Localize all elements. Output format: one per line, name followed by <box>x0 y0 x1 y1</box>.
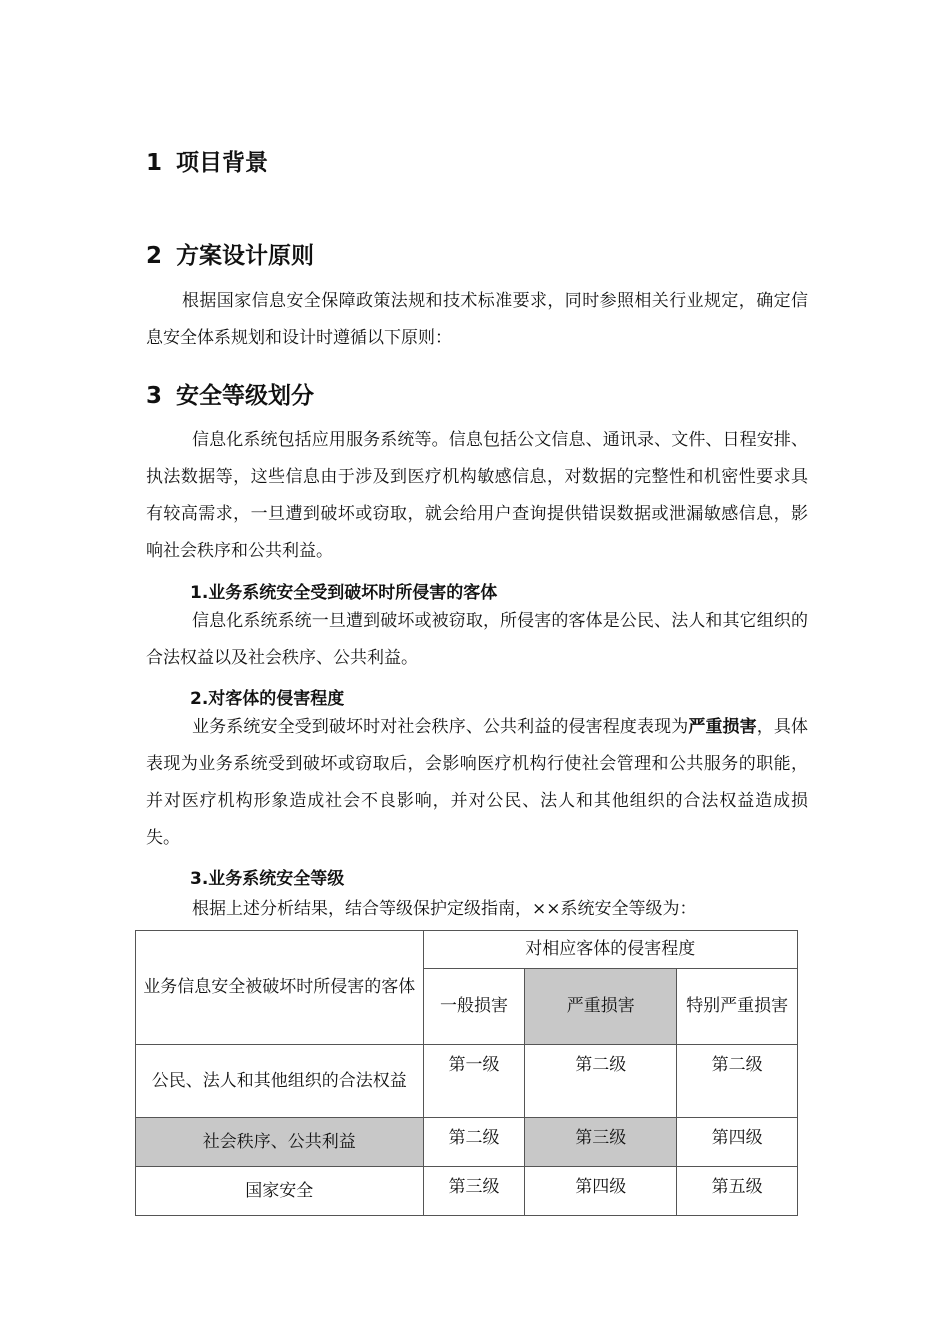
table-row <box>136 1167 798 1216</box>
degree-header-cell: 对相应客体的侵害程度 <box>423 931 797 969</box>
level-cell: 第二级 <box>525 1045 677 1118</box>
grading-table <box>135 930 798 1216</box>
level-cell: 第四级 <box>677 1118 798 1167</box>
level-cell: 第二级 <box>677 1045 798 1118</box>
sub3-paragraph: 根据上述分析结果，结合等级保护定级指南，××系统安全等级为： <box>192 899 697 919</box>
section-title: 方案设计原则 <box>176 243 314 269</box>
subheading-1: 1.业务系统安全受到破坏时所侵害的客体 <box>190 583 498 603</box>
section-title: 安全等级划分 <box>176 383 314 409</box>
table-header-row <box>136 931 798 969</box>
subheading-2: 2.对客体的侵害程度 <box>190 689 345 709</box>
object-cell: 公民、法人和其他组织的合法权益 <box>136 1045 424 1118</box>
section-heading-1 <box>146 144 268 177</box>
degree-cell: 特别严重损害 <box>677 969 798 1045</box>
degree-cell: 严重损害 <box>525 969 677 1045</box>
sub2-text-before: 业务系统安全受到破坏时对社会秩序、公共利益的侵害程度表现为 <box>192 717 689 737</box>
section-heading-3 <box>146 377 314 410</box>
level-cell: 第三级 <box>423 1167 525 1216</box>
object-header-cell: 业务信息安全被破坏时所侵害的客体 <box>136 931 424 1045</box>
object-cell: 社会秩序、公共利益 <box>136 1118 424 1167</box>
section-number: 1 <box>146 150 163 176</box>
level-cell: 第二级 <box>423 1118 525 1167</box>
table-row <box>136 1045 798 1118</box>
level-cell: 第三级 <box>525 1118 677 1167</box>
section-heading-2 <box>146 237 314 270</box>
level-cell: 第一级 <box>423 1045 525 1118</box>
sub2-text-after: ，具体表现为业务系统受到破坏或窃取后，会影响医疗机构行使社会管理和公共服务的职能，并对医疗机构形象造成社会不良影响，并对公民、法人和其他组织的合法权益造成损失。 <box>146 717 809 848</box>
section-number: 3 <box>146 383 163 409</box>
degree-cell: 一般损害 <box>423 969 525 1045</box>
intro-paragraph: 信息化系统包括应用服务系统等。信息包括公文信息、通讯录、文件、日程安排、执法数据等，这些信息由于涉及到医疗机构敏感信息，对数据的完整性和机密性要求具有较高需求，一旦遭到破坏或窃取，就会给用户查询提供错误数据或泄漏敏感信息，影响社会秩序和公共利益。 <box>146 430 808 561</box>
subheading-3: 3.业务系统安全等级 <box>190 869 345 889</box>
principles-paragraph: 根据国家信息安全保障政策法规和技术标准要求，同时参照相关行业规定，确定信息安全体系规划和设计时遵循以下原则： <box>146 291 808 348</box>
table-row <box>136 1118 798 1167</box>
level-cell: 第四级 <box>525 1167 677 1216</box>
level-cell: 第五级 <box>677 1167 798 1216</box>
sub2-paragraph <box>146 709 808 857</box>
sub1-paragraph: 信息化系统系统一旦遭到破坏或被窃取，所侵害的客体是公民、法人和其它组织的合法权益以及社会秩序、公共利益。 <box>146 611 808 668</box>
section-title: 项目背景 <box>176 150 268 176</box>
sub2-text-bold: 严重损害 <box>688 717 757 737</box>
section-number: 2 <box>146 243 163 269</box>
object-cell: 国家安全 <box>136 1167 424 1216</box>
